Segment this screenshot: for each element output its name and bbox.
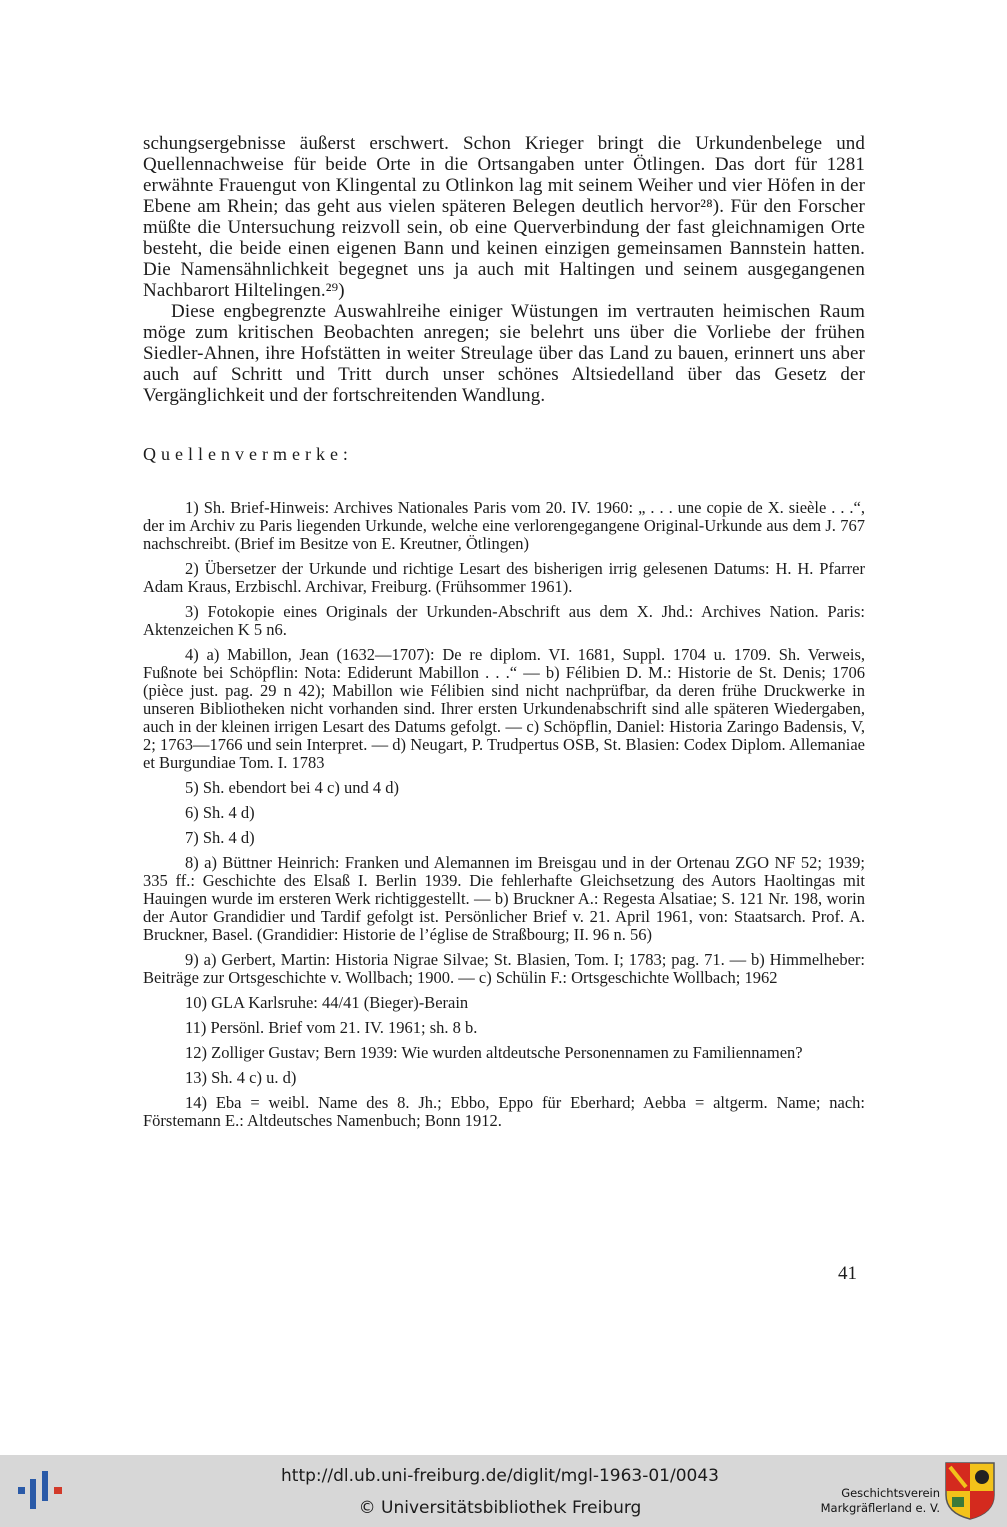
footnote: 14) Eba = weibl. Name des 8. Jh.; Ebbo, Eppo für Eberhard; Aebba = altgerm. Name; nach: Förstemann E.: Altdeutsches Namenbuch; Bonn 1912. [143,1093,865,1130]
viewer-footer [0,1455,1007,1527]
page-body [143,133,865,1137]
coat-of-arms-icon [944,1461,996,1526]
body-paragraph: schungsergebnisse äußerst erschwert. Schon Krieger bringt die Urkundenbelege und Quellennachweise für beide Orte in die Ortsangaben unter Ötlingen. Das dort für 1281 erwähnte Frauengut von Klingental zu Otlinkon lag mit seinem Weiher und vier Höfen in der Ebene am Rhein; das geht aus vielen späteren Belegen deutlich hervor²⁸). Für den Forscher müßte die Untersuchung reizvoll sein, ob eine Querverbindung der fast gleichnamigen Orte besteht, die beide einen eigenen Bann und keinen einzigen gemeinsamen Bannstein hatten. Die Namensähnlichkeit begegnet uns ja auch mit Haltingen und seinem ausgegangenen Nachbarort Hiltelingen.²⁹) [143,133,865,301]
footnote: 4) a) Mabillon, Jean (1632—1707): De re diplom. VI. 1681, Suppl. 1704 u. 1709. Sh. Verweis, Fußnote bei Schöpflin: Nota: Ediderunt Mabillon . . .“ — b) Félibien D. M.: Historie de St. Denis; 1706 (pièce just. pag. 29 n 42); Mabillon wie Félibien sind nicht nachprüfbar, da deren frühe Druckwerke in unseren Bibliotheken nicht vorhanden sind. Ihrer ersten Urkundenabschrift sind alle späteren Wiedergaben, auch in der kleinen irrigen Lesart des Datums gefolgt. — c) Schöpflin, Daniel: Historia Zaringo Badensis, V, 2; 1763—1766 und sein Interpret. — d) Neugart, P. Trudpertus OSB, St. Blasien: Codex Diplom. Allemaniae et Burgundiae Tom. I. 1783 [143,645,865,772]
society-name [800,1486,940,1516]
sources-heading: Quellenvermerke: [143,444,353,464]
footnote: 8) a) Büttner Heinrich: Franken und Alemannen im Breisgau und in der Ortenau ZGO NF 52; 1939; 335 ff.: Geschichte des Elsaß I. Berlin 1939. Die fehlerhafte Gleichsetzung des Autors Haoltingas mit Hauingen wurde im ersteren Werk richtiggestellt. — b) Bruckner A.: Regesta Alsatiae; S. 121 Nr. 198, worin der Autor Grandidier und Tardif gefolgt ist. Persönlicher Brief v. 21. April 1961, von: Staatsarch. Prof. A. Bruckner, Basel. (Grandidier: Historie de l’église de Straßbourg; II. 96 n. 56) [143,853,865,944]
footnote: 6) Sh. 4 d) [185,803,255,822]
footnote: 9) a) Gerbert, Martin: Historia Nigrae Silvae; St. Blasien, Tom. I; 1783; pag. 71. — b) Himmelheber: Beiträge zur Ortsgeschichte v. Wollbach; 1900. — c) Schülin F.: Ortsgeschichte Wollbach; 1962 [143,950,865,987]
body-paragraph: Diese engbegrenzte Auswahlreihe einiger Wüstungen im vertrauten heimischen Raum möge zum kritischen Beobachten anregen; sie belehrt uns über die Vorliebe der frühen Siedler-Ahnen, ihre Hofstätten in weiter Streulage über das Land zu bauen, erinnert uns aber auch auf Schritt und Tritt durch unser schönes Altsiedelland über das Gesetz der Vergänglichkeit und der fortschreitenden Wandlung. [143,301,865,406]
footnote: 11) Persönl. Brief vom 21. IV. 1961; sh. 8 b. [185,1018,478,1037]
footnote: 12) Zolliger Gustav; Bern 1939: Wie wurden altdeutsche Personennamen zu Familiennamen? [185,1043,803,1062]
page-number: 41 [838,1263,857,1284]
society-line: Geschichtsverein [841,1486,940,1500]
footnotes-list [143,499,865,1130]
copyright-text: © Universitätsbibliothek Freiburg [358,1498,642,1518]
society-line: Markgräflerland e. V. [820,1501,940,1515]
footnote: 1) Sh. Brief-Hinweis: Archives Nationales Paris vom 20. IV. 1960: „ . . . une copie de X. sieèle . . .“, der im Archiv zu Paris liegenden Urkunde, welche eine verlorengegangene Original-Urkunde aus dem J. 767 nachschreibt. (Brief im Besitze von E. Kreutner, Ötlingen) [143,498,865,553]
footnote: 3) Fotokopie eines Originals der Urkunden-Abschrift aus dem X. Jhd.: Archives Nation. Paris: Aktenzeichen K 5 n6. [143,602,865,639]
footnote: 13) Sh. 4 c) u. d) [185,1068,297,1087]
footnote: 2) Übersetzer der Urkunde und richtige Lesart des bisherigen irrig gelesenen Datums: H. H. Pfarrer Adam Kraus, Erzbischl. Archivar, Freiburg. (Frühsommer 1961). [143,559,865,596]
ub-freiburg-logo-icon[interactable] [16,1469,64,1518]
permalink-url[interactable]: http://dl.ub.uni-freiburg.de/diglit/mgl-1963-01/0043 [281,1466,719,1486]
footnote: 5) Sh. ebendort bei 4 c) und 4 d) [185,778,399,797]
footnote: 10) GLA Karlsruhe: 44/41 (Bieger)-Berain [185,993,469,1012]
footnote: 7) Sh. 4 d) [185,828,255,847]
